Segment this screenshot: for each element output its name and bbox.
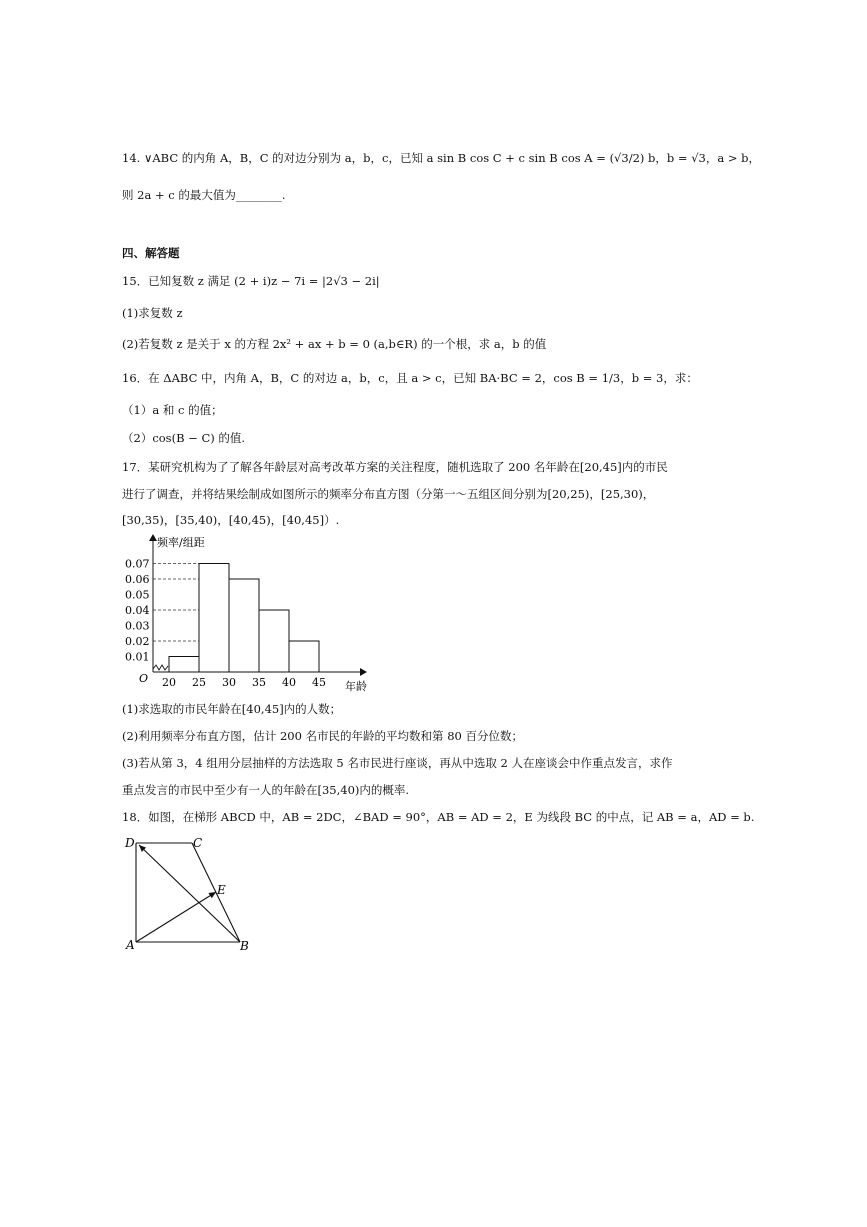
vector-ae [136, 892, 216, 942]
x-tick-label: 40 [282, 676, 296, 689]
q16-part1: （1）a 和 c 的值； [122, 403, 223, 417]
label-d: D [125, 836, 135, 850]
q17-part3a: (3)若从第 3，4 组用分层抽样的方法选取 5 名市民进行座谈，再从中选取 2 人在座谈会中作重点发言，求作 [122, 756, 673, 770]
histogram-bar [229, 579, 259, 672]
histogram-bar [289, 641, 319, 672]
x-tick-label: 20 [162, 676, 176, 689]
q15-part2: (2)若复数 z 是关于 x 的方程 2x² + ax + b = 0 (a,b∈R) 的一个根，求 a，b 的值 [122, 337, 547, 351]
q16-stem: 16．在 ΔABC 中，内角 A，B，C 的对边 a，b，c，且 a > c，已知 BA·BC = 2，cos B = 1/3，b = 3，求： [122, 371, 698, 385]
y-tick-label: 0.05 [125, 588, 150, 602]
label-c: C [193, 836, 203, 850]
q17-line3: [30,35)，[35,40)，[40,45)，[40,45]）. [122, 513, 340, 527]
label-b: B [240, 939, 249, 953]
x-tick-label: 30 [222, 676, 236, 689]
section-title: 四、解答题 [122, 246, 180, 260]
x-tick-label: 25 [192, 676, 206, 689]
origin-label: O [139, 672, 149, 685]
x-tick-label: 45 [312, 676, 326, 689]
q14-line2: 则 2a + c 的最大值为________. [122, 188, 286, 202]
q15-stem: 15．已知复数 z 满足 (2 + i)z − 7i = |2√3 − 2i| [122, 274, 380, 288]
q16-part2: （2）cos(B − C) 的值. [122, 431, 246, 445]
histogram-bar [169, 657, 199, 673]
label-e: E [217, 883, 226, 897]
frequency-histogram [115, 532, 375, 694]
y-axis-arrow [149, 534, 157, 541]
x-axis-arrow [360, 668, 367, 676]
q17-line1: 17．某研究机构为了了解各年龄层对高考改革方案的关注程度，随机选取了 200 名年龄在[20,45]内的市民 [122, 460, 668, 474]
q14-line1: 14. ∨ABC 的内角 A，B，C 的对边分别为 a，b，c，已知 a sin B cos C + c sin B cos A = (√3/2) b，b = √3，a > b， [122, 151, 761, 165]
y-tick-label: 0.02 [125, 635, 150, 648]
q17-part1: (1)求选取的市民年龄在[40,45]内的人数； [122, 702, 342, 716]
q15-part1: (1)求复数 z [122, 306, 183, 320]
q18-stem: 18．如图，在梯形 ABCD 中，AB = 2DC，∠BAD = 90°，AB = AD = 2，E 为线段 BC 的中点，记 AB = a，AD = b. [122, 810, 755, 824]
axis-break-zigzag [153, 665, 168, 670]
y-tick-label: 0.04 [125, 604, 150, 617]
y-tick-label: 0.01 [125, 650, 150, 664]
histogram-bar [199, 564, 229, 673]
y-axis-title: 频率/组距 [157, 536, 205, 549]
q17-part2: (2)利用频率分布直方图，估计 200 名市民的年龄的平均数和第 80 百分位数； [122, 729, 523, 743]
x-axis-title: 年龄 [345, 680, 367, 693]
x-tick-label: 35 [252, 676, 266, 689]
y-tick-label: 0.03 [125, 619, 150, 633]
y-tick-label: 0.07 [125, 557, 150, 571]
histogram-bar [259, 610, 289, 672]
q17-part3b: 重点发言的市民中至少有一人的年龄在[35,40)内的概率. [122, 783, 410, 797]
trapezoid-figure [120, 832, 260, 957]
y-tick-label: 0.06 [125, 573, 150, 586]
q17-line2: 进行了调查，并将结果绘制成如图所示的频率分布直方图（分第一～五组区间分别为[20,25)，[25,30)， [122, 487, 655, 501]
label-a: A [126, 938, 135, 952]
